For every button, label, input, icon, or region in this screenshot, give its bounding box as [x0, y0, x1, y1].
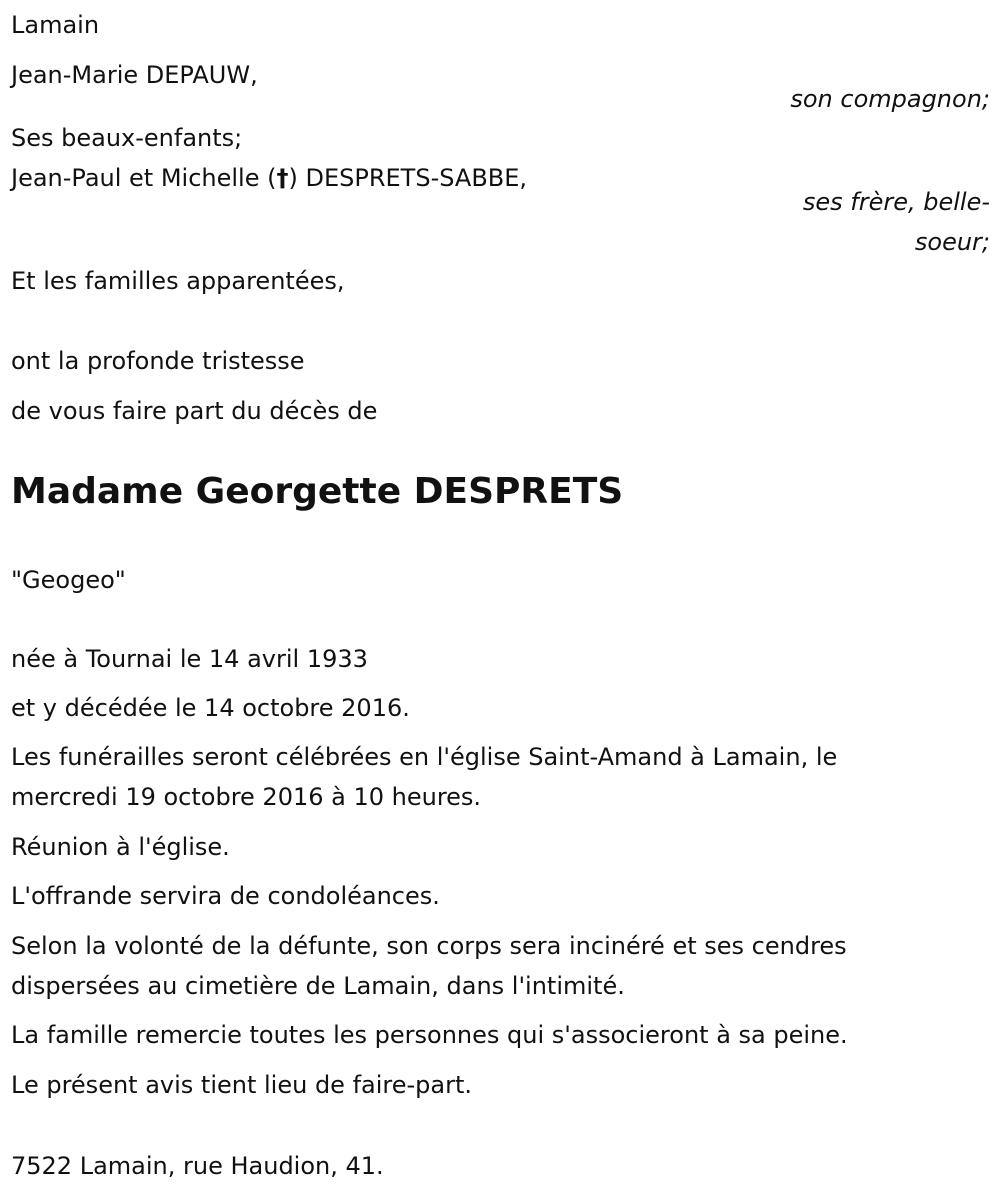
village-name: Lamain — [11, 11, 100, 39]
deceased-name: Madame Georgette DESPRETS — [11, 471, 624, 512]
funeral-info: Les funérailles seront célébrées en l'église Saint-Amand à Lamain, le mercredi 19 octobre 2016 à 10 heures. — [11, 743, 838, 811]
cross-icon: † — [276, 164, 289, 192]
notice-text: Le présent avis tient lieu de faire-part. — [11, 1071, 473, 1099]
meeting-info: Réunion à l'église. — [11, 833, 230, 861]
siblings-names-end: ) DESPRETS-SABBE, — [288, 164, 528, 192]
siblings-role-line1: ses frère, belle- — [802, 188, 990, 216]
stepchildren-label: Ses beaux-enfants; — [11, 124, 243, 152]
companion-role: son compagnon; — [790, 85, 990, 113]
family-thanks: La famille remercie toutes les personnes qui s'associeront à sa peine. — [11, 1021, 848, 1049]
companion-name: Jean-Marie DEPAUW, — [11, 61, 258, 89]
siblings-names — [11, 163, 527, 193]
announcement-line-1: ont la profonde tristesse — [11, 347, 305, 375]
offering-info: L'offrande servira de condoléances. — [11, 882, 440, 910]
address: 7522 Lamain, rue Haudion, 41. — [11, 1152, 384, 1180]
cremation-info: Selon la volonté de la défunte, son corps sera inciné​ré et ses cendres dispersées au cimetière de Lamain, dans l'intimité. — [11, 932, 847, 1000]
siblings-names-start: Jean-Paul et Michelle ( — [11, 164, 277, 192]
deceased-nickname: "Geogeo" — [11, 566, 126, 594]
siblings-role-line2: soeur; — [914, 228, 990, 256]
announcement-line-2: de vous faire part du décès de — [11, 397, 378, 425]
related-families: Et les familles apparentées, — [11, 267, 345, 295]
birth-info: née à Tournai le 14 avril 1933 — [11, 645, 368, 673]
death-info: et y décédée le 14 octobre 2016. — [11, 694, 410, 722]
